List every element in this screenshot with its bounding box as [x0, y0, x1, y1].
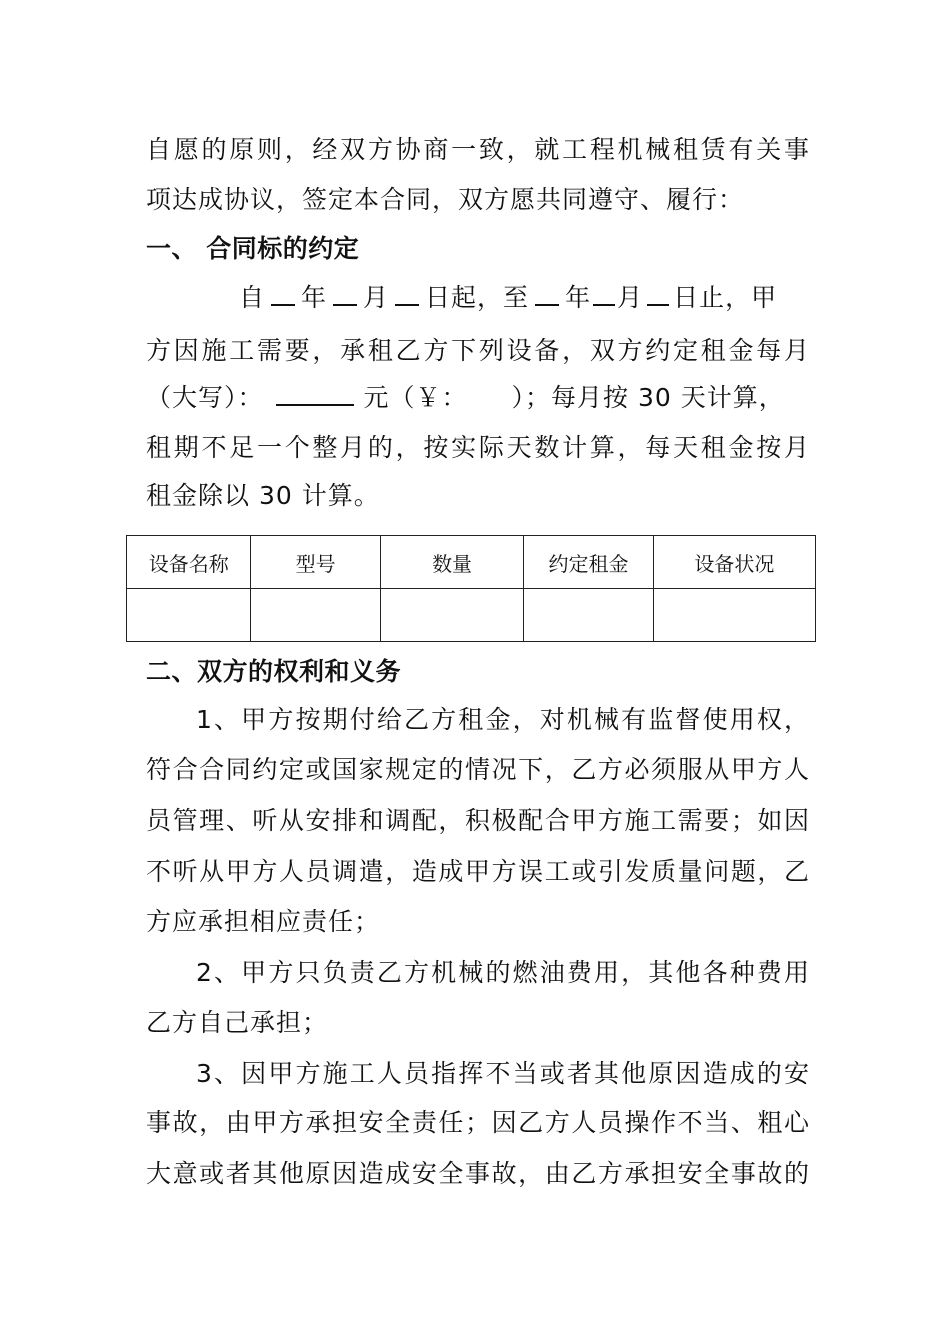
section2-line-10: 大意或者其他原因造成安全事故，由乙方承担安全事故的 [146, 1159, 810, 1188]
section1-line-4: 租期不足一个整月的，按实际天数计算，每天租金按月 [146, 433, 810, 462]
rent-uppercase-blank[interactable] [276, 378, 354, 406]
rent-amount-line [146, 378, 810, 418]
section2-line-8: 3、因甲方施工人员指挥不当或者其他原因造成的安 [196, 1059, 810, 1088]
section2-heading: 二、双方的权利和义务 [146, 657, 402, 686]
section2-line-1: 1、甲方按期付给乙方租金，对机械有监督使用权， [196, 705, 810, 734]
month-label-2: 月 [617, 283, 644, 312]
section2-line-2: 符合合同约定或国家规定的情况下，乙方必须服从甲方人 [146, 755, 810, 784]
header-equipment-condition: 设备状况 [653, 536, 815, 589]
from-month-blank[interactable] [333, 278, 357, 306]
equipment-table [126, 535, 816, 642]
table-header-row [127, 536, 816, 589]
section2-line-4: 不听从甲方人员调遣，造成甲方误工或引发质量问题，乙 [146, 857, 810, 886]
intro-line-2: 项达成协议，签定本合同，双方愿共同遵守、履行： [146, 185, 745, 214]
rent-uppercase-label: （大写）： [146, 383, 264, 412]
day-end-label: 日止，甲 [673, 283, 778, 312]
header-equipment-name: 设备名称 [127, 536, 251, 589]
section1-line-2: 方因施工需要，承租乙方下列设备，双方约定租金每月 [146, 336, 810, 365]
header-quantity: 数量 [380, 536, 523, 589]
cell-quantity[interactable] [380, 589, 523, 642]
from-year-blank[interactable] [271, 278, 295, 306]
cell-equipment-name[interactable] [127, 589, 251, 642]
date-from-prefix: 自 [239, 283, 266, 312]
date-range-line [146, 278, 810, 318]
day-start-label: 日起，至 [425, 283, 530, 312]
rent-days-rule: ）；每月按 30 天计算， [511, 383, 785, 412]
to-day-blank[interactable] [647, 278, 669, 306]
section2-line-7: 乙方自己承担； [146, 1008, 329, 1037]
year-label-2: 年 [565, 283, 592, 312]
cell-equipment-condition[interactable] [653, 589, 815, 642]
section1-heading: 一、 合同标的约定 [146, 234, 360, 263]
section2-line-6: 2、甲方只负责乙方机械的燃油费用，其他各种费用 [196, 958, 810, 987]
to-month-blank[interactable] [593, 278, 615, 306]
section2-line-5: 方应承担相应责任； [146, 907, 381, 936]
section2-line-3: 员管理、听从安排和调配，积极配合甲方施工需要；如因 [146, 806, 810, 835]
section1-line-5: 租金除以 30 计算。 [146, 481, 380, 510]
month-label-1: 月 [363, 283, 390, 312]
header-model: 型号 [251, 536, 380, 589]
year-label-1: 年 [301, 283, 328, 312]
section2-line-9: 事故，由甲方承担安全责任；因乙方人员操作不当、粗心 [146, 1108, 810, 1137]
rent-yuan-label: 元（￥： [363, 383, 468, 412]
cell-model[interactable] [251, 589, 380, 642]
header-agreed-rent: 约定租金 [524, 536, 653, 589]
cell-agreed-rent[interactable] [524, 589, 653, 642]
to-year-blank[interactable] [535, 278, 559, 306]
table-row [127, 589, 816, 642]
from-day-blank[interactable] [395, 278, 419, 306]
intro-line-1: 自愿的原则，经双方协商一致，就工程机械租赁有关事 [146, 135, 810, 164]
